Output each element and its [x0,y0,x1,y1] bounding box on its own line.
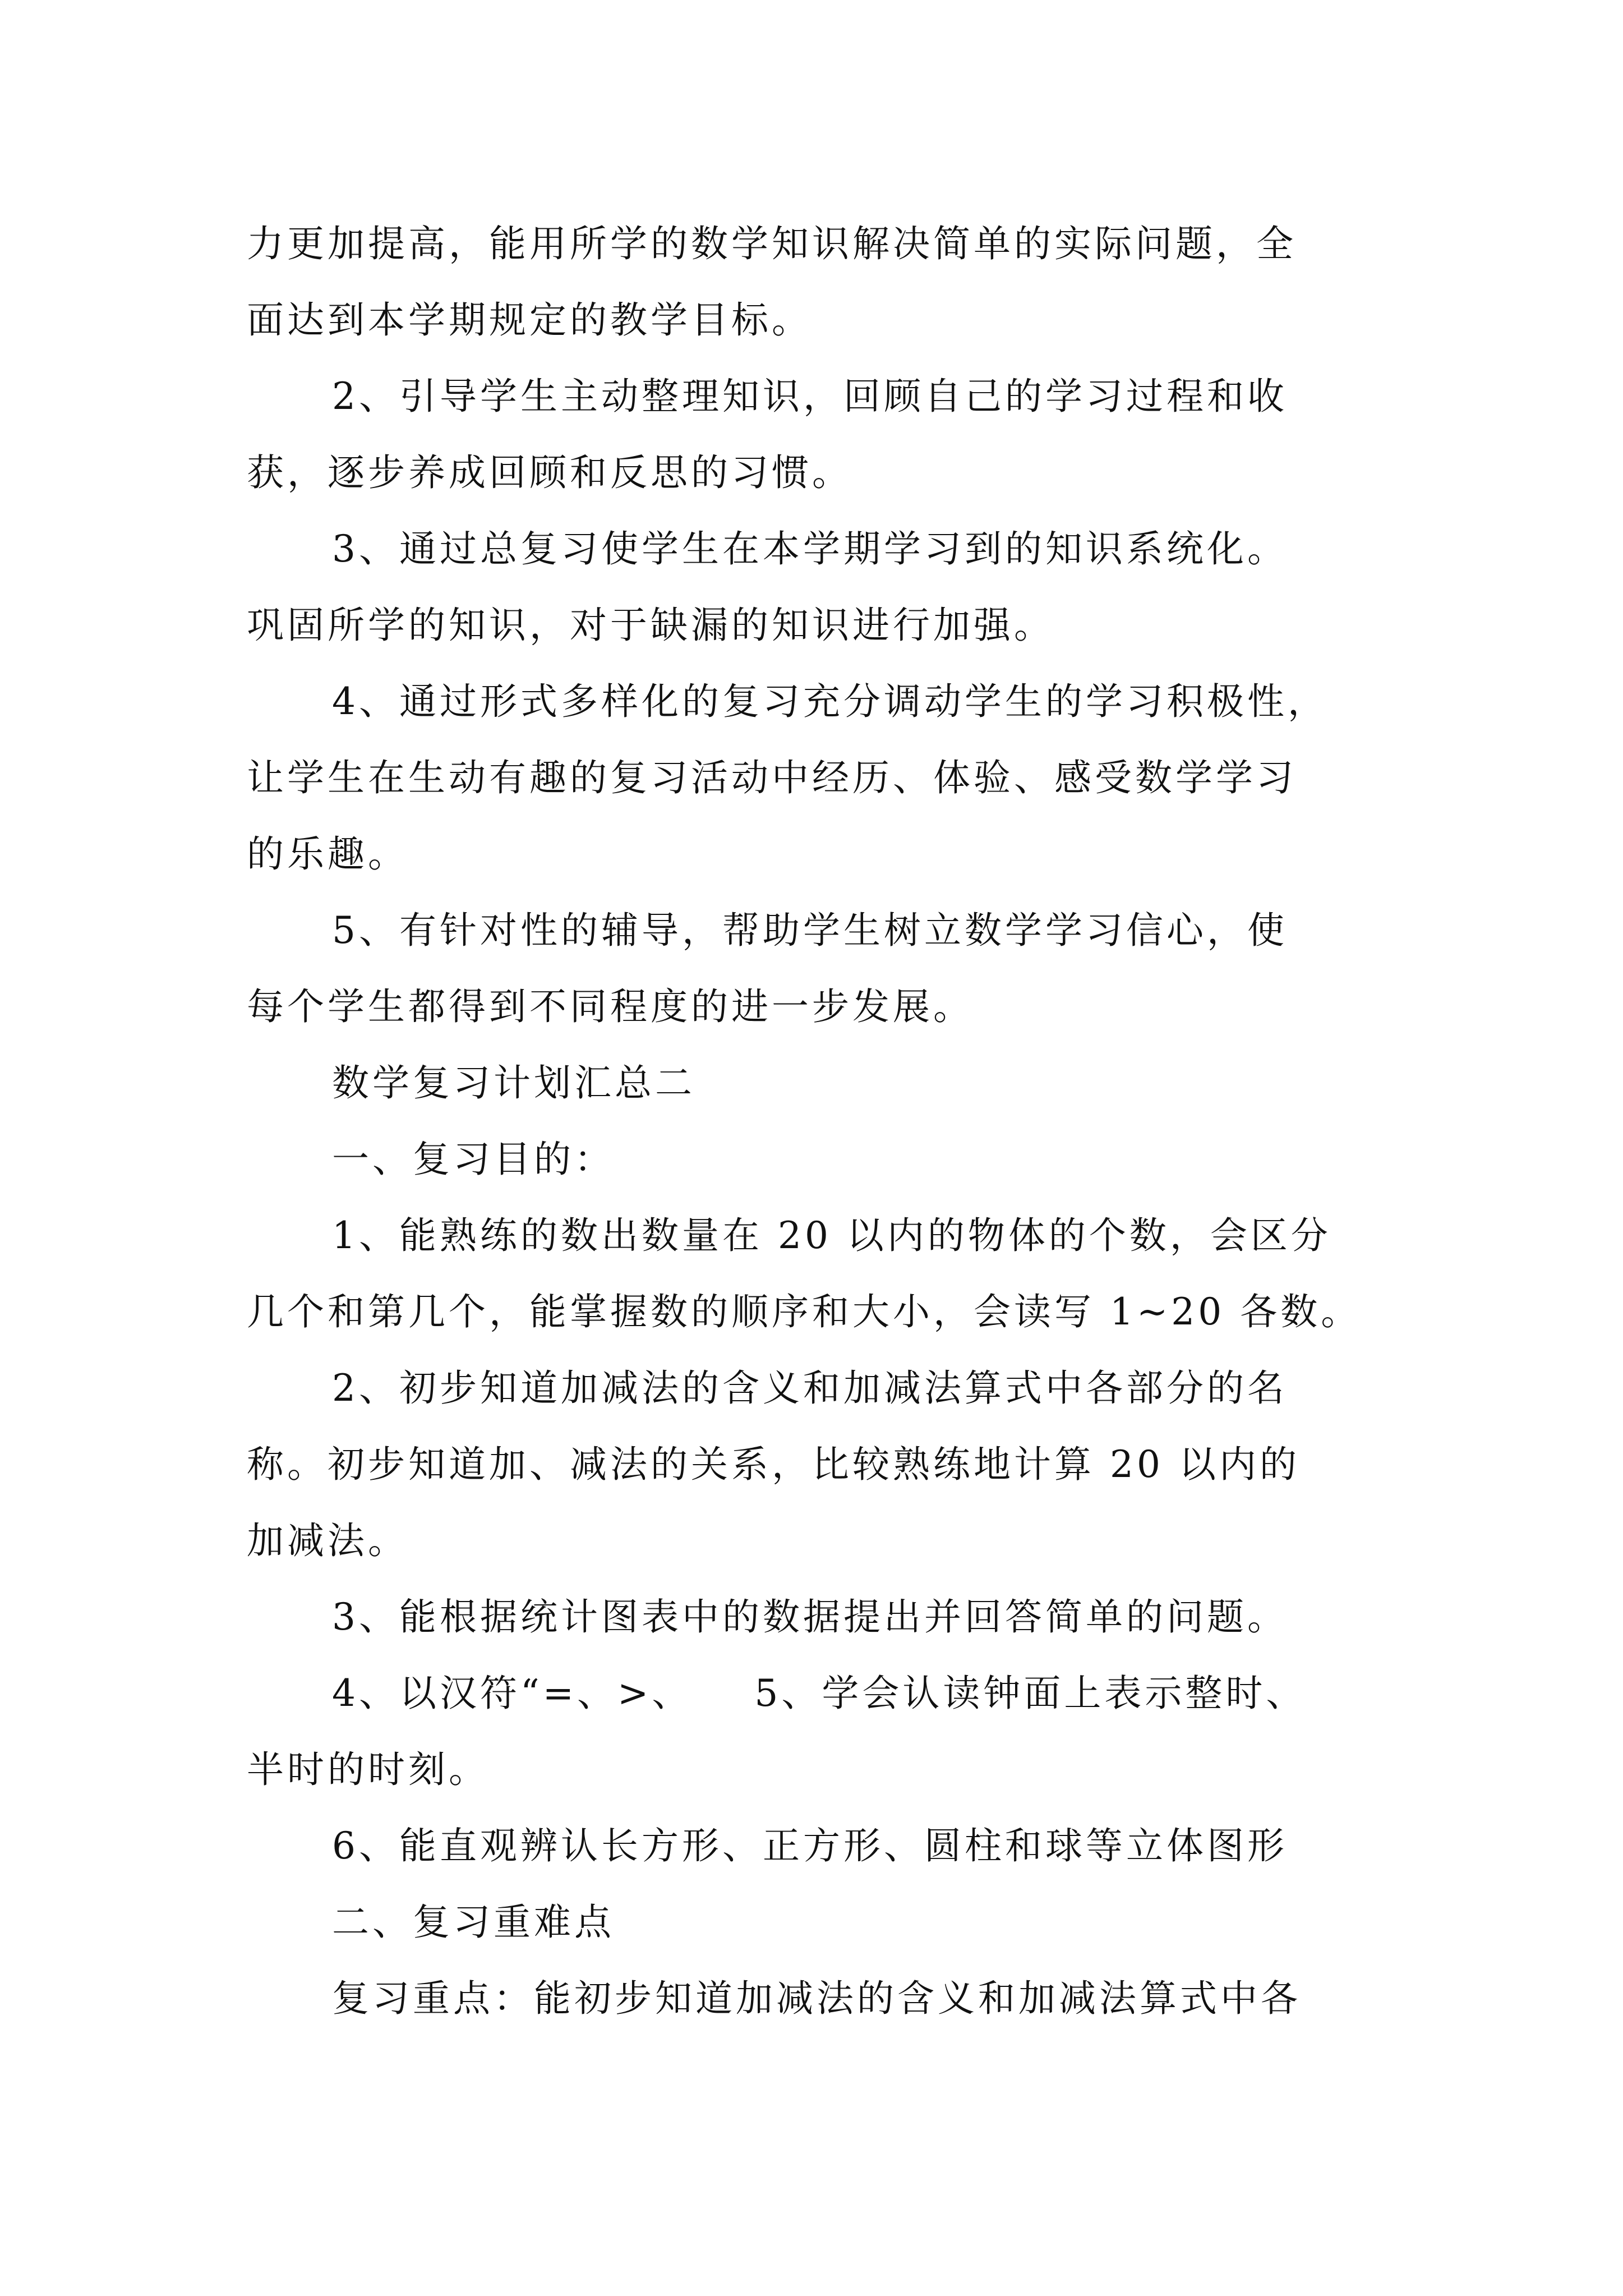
text-line: 6、能直观辨认长方形、正方形、圆柱和球等立体图形 [332,1824,1288,1867]
section-heading: 二、复习重难点 [332,1901,615,1944]
text-line: 让学生在生动有趣的复习活动中经历、体验、感受数学学习 [247,756,1297,799]
text-line: 巩固所学的知识，对于缺漏的知识进行加强。 [247,604,1054,647]
text-line: 的乐趣。 [247,832,408,876]
text-line: 获，逐步养成回顾和反思的习惯。 [247,451,852,494]
text-line: 4、通过形式多样化的复习充分调动学生的学习积极性， [332,680,1328,723]
text-line: 复习重点：能初步知道加减法的含义和加减法算式中各 [332,1977,1301,2020]
section-heading: 一、复习目的： [332,1138,615,1181]
text-line: 2、引导学生主动整理知识，回顾自己的学习过程和收 [332,375,1288,418]
text-line: 每个学生都得到不同程度的进一步发展。 [247,985,974,1028]
text-line: 4、以汉符“=、>、 5、学会认读钟面上表示整时、 [332,1672,1307,1715]
text-line: 面达到本学期规定的教学目标。 [247,298,812,342]
section-title: 数学复习计划汇总二 [332,1061,695,1105]
text-line: 力更加提高，能用所学的数学知识解决简单的实际问题，全 [247,222,1297,265]
text-line: 1、能熟练的数出数量在 20 以内的物体的个数，会区分 [332,1214,1331,1257]
text-line: 5、有针对性的辅导，帮助学生树立数学学习信心，使 [332,909,1288,952]
text-line: 3、通过总复习使学生在本学期学习到的知识系统化。 [332,527,1288,570]
text-line: 几个和第几个，能掌握数的顺序和大小，会读写 1~20 各数。 [247,1290,1362,1333]
text-line: 称。初步知道加、减法的关系，比较熟练地计算 20 以内的 [247,1443,1300,1486]
text-line: 半时的时刻。 [247,1748,489,1791]
text-line: 2、初步知道加减法的含义和加减法算式中各部分的名 [332,1366,1288,1410]
text-line: 3、能根据统计图表中的数据提出并回答简单的问题。 [332,1595,1288,1639]
text-line: 加减法。 [247,1519,408,1562]
